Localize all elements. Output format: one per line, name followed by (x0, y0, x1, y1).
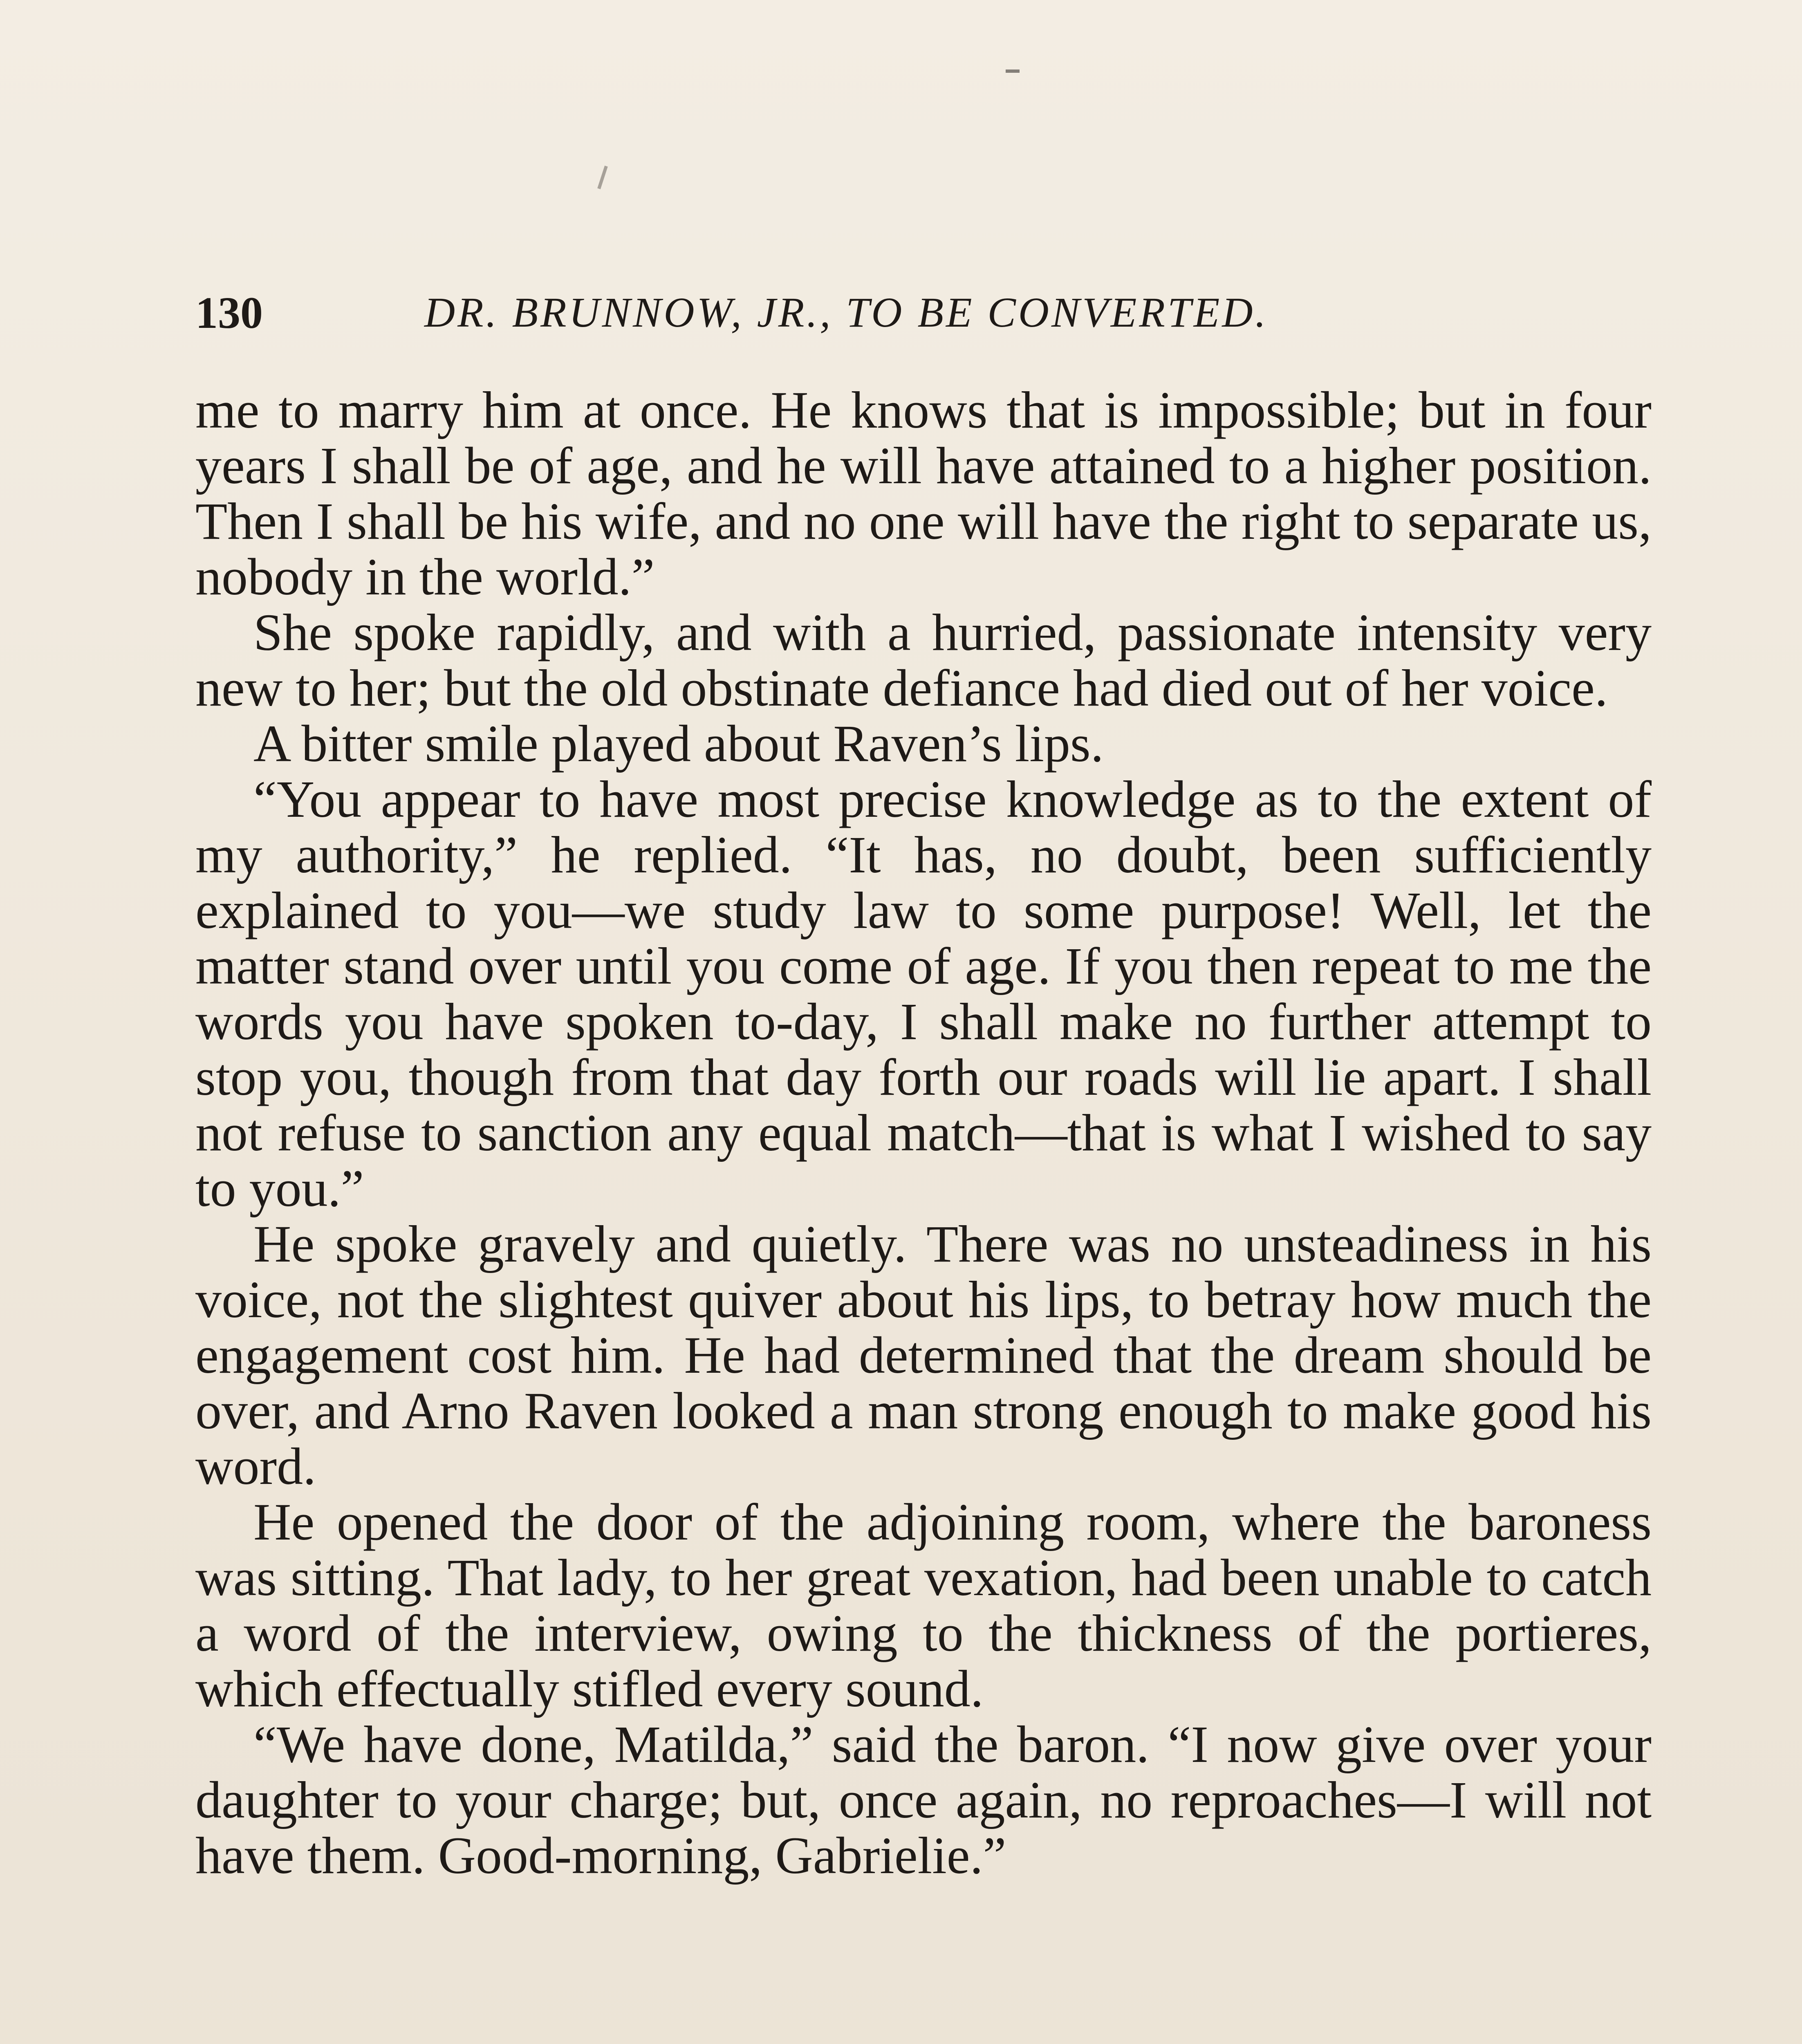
page-number: 130 (195, 288, 263, 338)
body-text (195, 382, 1652, 1883)
page-header (195, 282, 1652, 343)
paragraph: A bitter smile played about Raven’s lips. (253, 715, 1104, 773)
paragraph: “We have done, Matilda,” said the baron. “I now give over your daughter to your charge; but, once again, no reproaches—I will not have them. Good-morning, Gabrielie.” (195, 1715, 1652, 1885)
paragraph: “You appear to have most precise knowledge as to the extent of my authority,” he replied. “It has, no doubt, been sufficiently explained to you—we study law to some purpose! Well, let the matter stand over until you come of age. If you then repeat to me the words you have spoken to-day, I shall make no further attempt to stop you, though from that day forth our roads will lie apart. I shall not refuse to sanction any equal match—that is what I wished to say to you.” (195, 770, 1652, 1217)
print-speck (1006, 69, 1020, 73)
paragraph: She spoke rapidly, and with a hurried, passionate intensity very new to her; but the old obstinate defiance had died out of her voice. (195, 603, 1652, 717)
paragraph: He opened the door of the adjoining room, where the baroness was sitting. That lady, to her great vexation, had been unable to catch a word of the interview, owing to the thickness of the portieres, which effectually stifled every sound. (195, 1493, 1652, 1718)
running-title: DR. BRUNNOW, JR., TO BE CONVERTED. (424, 289, 1269, 336)
paragraph: me to marry him at once. He knows that is impossible; but in four years I shall be of age, and he will have attained to a higher position. Then I shall be his wife, and no one will have the right to separate us, nobody in the world.” (195, 381, 1652, 606)
paragraph: He spoke gravely and quietly. There was no unsteadiness in his voice, not the slightest quiver about his lips, to betray how much the engagement cost him. He had determined that the dream should be over, and Arno Raven looked a man strong enough to make good his word. (195, 1215, 1652, 1495)
print-speck (597, 166, 608, 189)
